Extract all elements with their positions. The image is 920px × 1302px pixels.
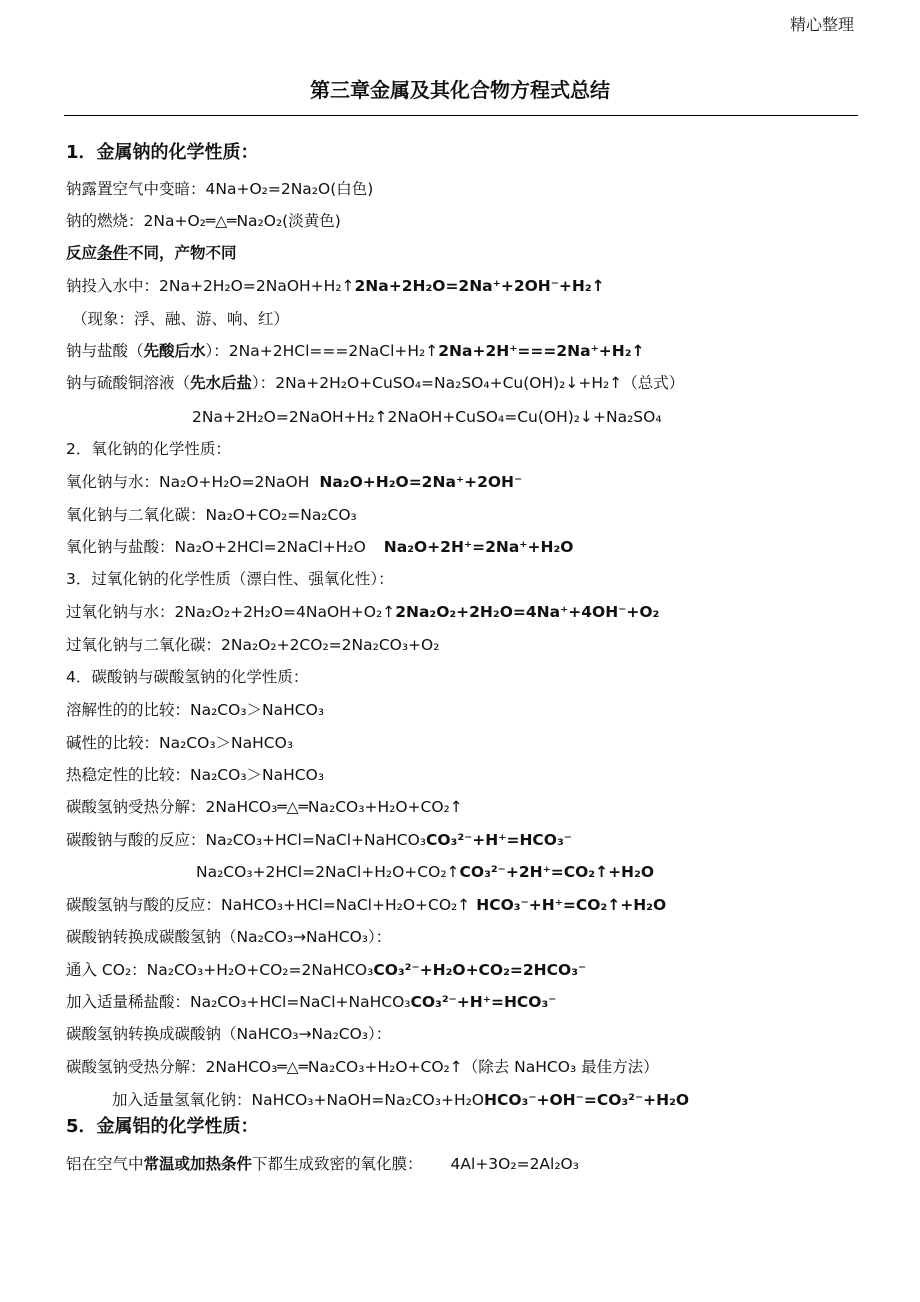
note-line: （现象：浮、融、游、响、红） bbox=[72, 310, 290, 328]
section-heading-sodium-peroxide: 3．过氧化钠的化学性质（漂白性、强氧化性）： bbox=[66, 570, 394, 588]
ionic-equation: 2Na+2H₂O=2Na⁺+2OH⁻+H₂↑ bbox=[354, 277, 605, 295]
equation-text: 钠投入水中：2Na+2H₂O=2NaOH+H₂↑ bbox=[66, 277, 355, 295]
equation-line bbox=[66, 467, 522, 497]
equation-text: 碳酸氢钠与酸的反应：NaHCO₃+HCl=NaCl+H₂O+CO₂↑ bbox=[66, 896, 471, 914]
equation-line bbox=[196, 857, 654, 887]
equation-text: 过氧化钠与水：2Na₂O₂+2H₂O=4NaOH+O₂↑ bbox=[66, 603, 396, 621]
equation-text: 氧化钠与水：Na₂O+H₂O=2NaOH bbox=[66, 473, 310, 491]
equation-line bbox=[66, 1149, 579, 1179]
comparison-line: 溶解性的的比较：Na₂CO₃＞NaHCO₃ bbox=[66, 701, 325, 719]
equation-text: ）：2Na+2HCl===2NaCl+H₂↑ bbox=[205, 342, 439, 360]
note-line bbox=[66, 238, 237, 268]
note-text: 不同，产物不同 bbox=[128, 244, 237, 262]
equation-line bbox=[66, 890, 666, 920]
subheading-line: 碳酸氢钠转换成碳酸钠（NaHCO₃→Na₂CO₃）： bbox=[66, 1025, 392, 1043]
equation-text: 铝在空气中 bbox=[66, 1155, 144, 1173]
equation-text: 氧化钠与盐酸：Na₂O+2HCl=2NaCl+H₂O bbox=[66, 538, 366, 556]
section-heading-sodium: 1．金属钠的化学性质： bbox=[66, 142, 259, 163]
ionic-equation: HCO₃⁻+H⁺=CO₂↑+H₂O bbox=[476, 896, 667, 914]
ionic-equation: CO₃²⁻+2H⁺=CO₂↑+H₂O bbox=[459, 863, 654, 881]
comparison-line: 热稳定性的比较：Na₂CO₃＞NaHCO₃ bbox=[66, 766, 325, 784]
section-heading-sodium-oxide: 2．氧化钠的化学性质： bbox=[66, 440, 231, 458]
equation-line bbox=[66, 825, 572, 855]
equation-text: 碳酸钠与酸的反应：Na₂CO₃+HCl=NaCl+NaHCO₃ bbox=[66, 831, 426, 849]
header-note: 精心整理 bbox=[789, 15, 854, 34]
emphasis-text: 先水后盐 bbox=[190, 374, 253, 392]
subheading-line: 碳酸钠转换成碳酸氢钠（Na₂CO₃→NaHCO₃）： bbox=[66, 928, 392, 946]
equation-line bbox=[66, 955, 586, 985]
equation-text: 加入适量稀盐酸：Na₂CO₃+HCl=NaCl+NaHCO₃ bbox=[66, 993, 411, 1011]
equation-line: 过氧化钠与二氧化碳：2Na₂O₂+2CO₂=2Na₂CO₃+O₂ bbox=[66, 636, 440, 654]
section-heading-aluminum: 5．金属铝的化学性质： bbox=[66, 1116, 259, 1137]
ionic-equation: CO₃²⁻+H⁺=HCO₃⁻ bbox=[426, 831, 572, 849]
title-divider bbox=[64, 115, 858, 116]
equation-text: 下都生成致密的氧化膜： bbox=[252, 1155, 423, 1173]
equation-text: 通入 CO₂：Na₂CO₃+H₂O+CO₂=2NaHCO₃ bbox=[66, 961, 374, 979]
equation-text: 钠与盐酸（ bbox=[66, 342, 144, 360]
equation-line: 钠露置空气中变暗：4Na+O₂=2Na₂O(白色) bbox=[66, 180, 374, 198]
section-heading-carbonates: 4．碳酸钠与碳酸氢钠的化学性质： bbox=[66, 668, 309, 686]
equation-line: 氧化钠与二氧化碳：Na₂O+CO₂=Na₂CO₃ bbox=[66, 506, 357, 524]
equation-line: 碳酸氢钠受热分解：2NaHCO₃═△═Na₂CO₃+H₂O+CO₂↑ bbox=[66, 798, 463, 816]
equation-text: 加入适量氢氧化钠：NaHCO₃+NaOH=Na₂CO₃+H₂O bbox=[112, 1091, 485, 1109]
ionic-equation: HCO₃⁻+OH⁻=CO₃²⁻+H₂O bbox=[484, 1091, 690, 1109]
equation-text: ）：2Na+2H₂O+CuSO₄=Na₂SO₄+Cu(OH)₂↓+H₂↑（总式） bbox=[252, 374, 685, 392]
equation-line bbox=[66, 271, 605, 301]
page-title: 第三章金属及其化合物方程式总结 bbox=[310, 78, 610, 102]
emphasis-text: 常温或加热条件 bbox=[143, 1155, 253, 1173]
ionic-equation: Na₂O+2H⁺=2Na⁺+H₂O bbox=[383, 538, 574, 556]
equation-line bbox=[66, 597, 659, 627]
ionic-equation: CO₃²⁻+H⁺=HCO₃⁻ bbox=[410, 993, 557, 1011]
emphasis-text: 先酸后水 bbox=[143, 342, 206, 360]
note-text-underlined: 条件 bbox=[97, 244, 129, 262]
equation-line: 2Na+2H₂O=2NaOH+H₂↑2NaOH+CuSO₄=Cu(OH)₂↓+Na₂SO₄ bbox=[192, 408, 662, 426]
equation-line bbox=[66, 987, 556, 1017]
ionic-equation: CO₃²⁻+H₂O+CO₂=2HCO₃⁻ bbox=[373, 961, 587, 979]
equation-line bbox=[112, 1085, 689, 1115]
comparison-line: 碱性的比较：Na₂CO₃＞NaHCO₃ bbox=[66, 734, 294, 752]
ionic-equation: 2Na+2H⁺===2Na⁺+H₂↑ bbox=[438, 342, 645, 360]
ionic-equation: 2Na₂O₂+2H₂O=4Na⁺+4OH⁻+O₂ bbox=[395, 603, 660, 621]
ionic-equation: Na₂O+H₂O=2Na⁺+2OH⁻ bbox=[319, 473, 523, 491]
equation-text: Na₂CO₃+2HCl=2NaCl+H₂O+CO₂↑ bbox=[196, 863, 460, 881]
equation-text: 4Al+3O₂=2Al₂O₃ bbox=[450, 1155, 579, 1173]
equation-line bbox=[66, 532, 573, 562]
equation-text: 钠与硫酸铜溶液（ bbox=[66, 374, 191, 392]
note-text: 反应 bbox=[66, 244, 98, 262]
equation-line bbox=[66, 368, 684, 398]
equation-line: 钠的燃烧：2Na+O₂═△═Na₂O₂(淡黄色) bbox=[66, 212, 341, 230]
equation-line bbox=[66, 336, 645, 366]
equation-line: 碳酸氢钠受热分解：2NaHCO₃═△═Na₂CO₃+H₂O+CO₂↑（除去 NaHCO₃ 最佳方法） bbox=[66, 1058, 659, 1076]
